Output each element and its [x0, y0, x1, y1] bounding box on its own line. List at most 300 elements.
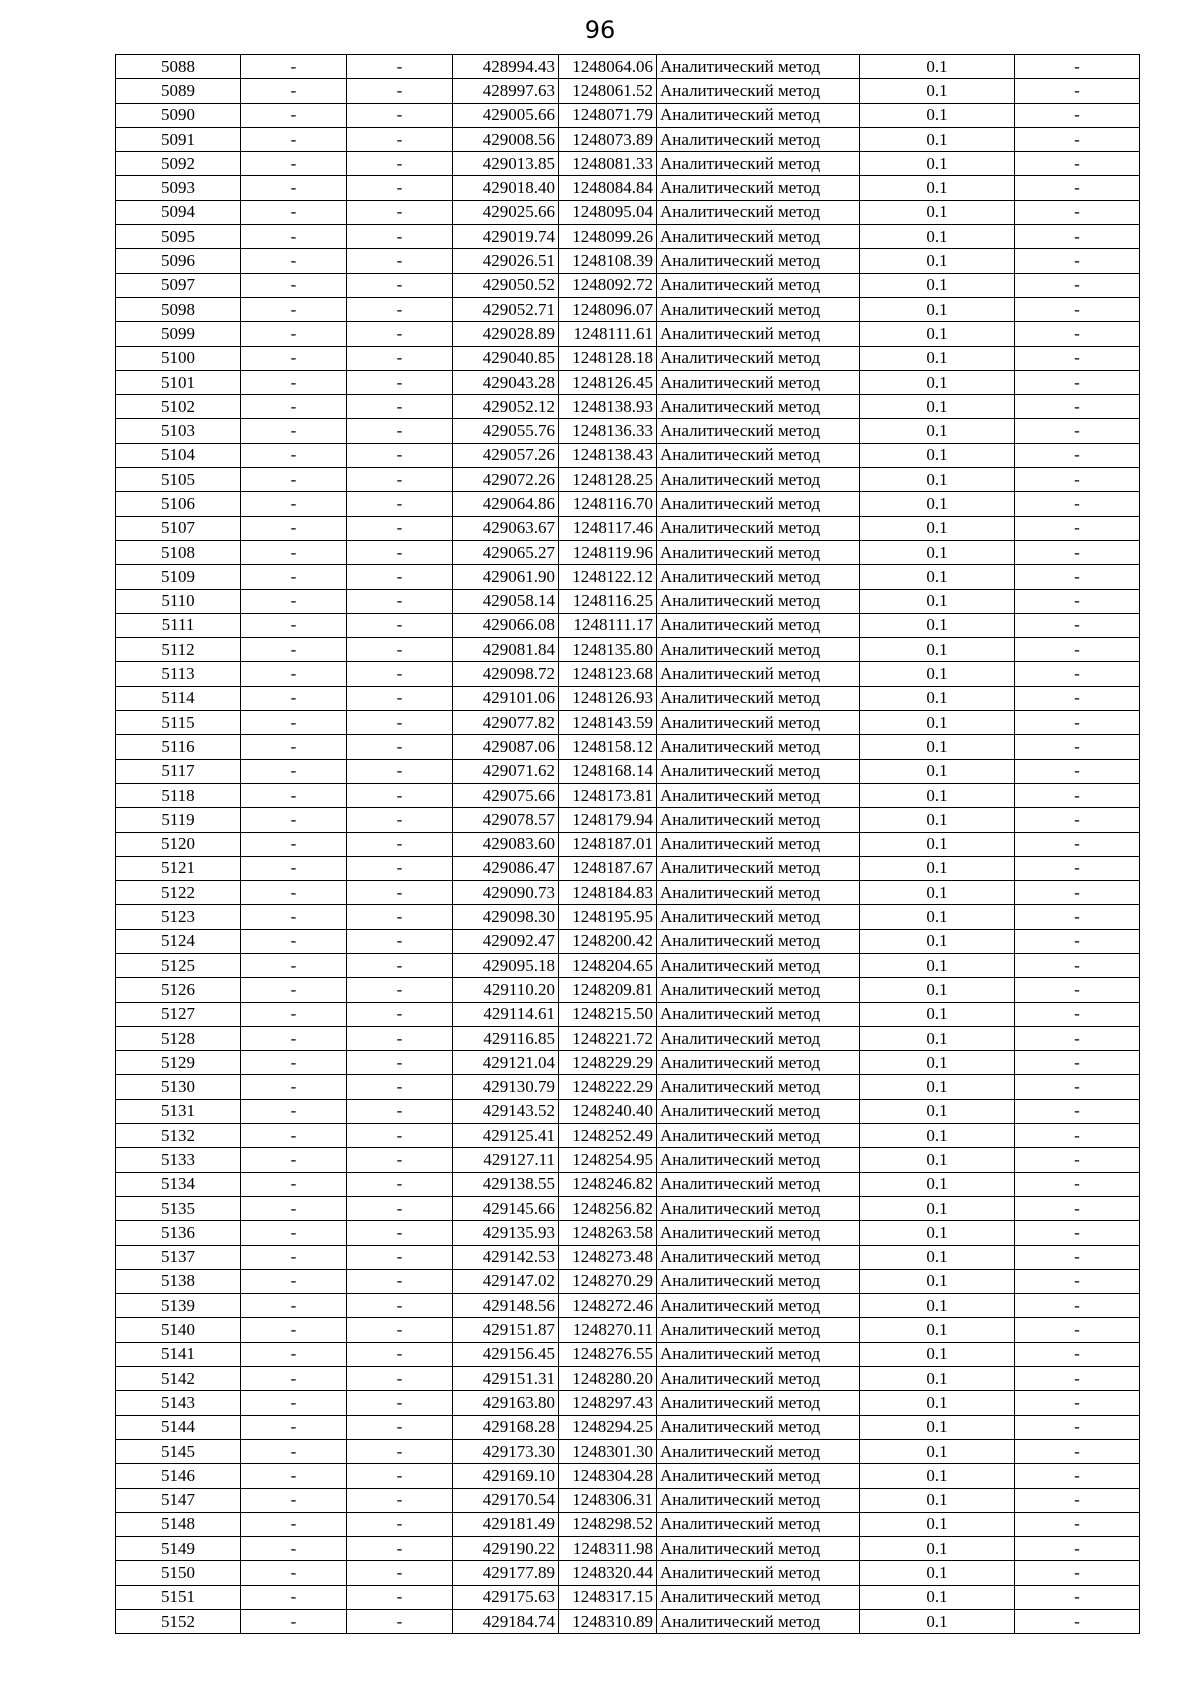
empty-value-cell: -: [241, 953, 347, 977]
method-cell: Аналитический метод: [657, 1172, 860, 1196]
table-row: [116, 711, 1140, 735]
empty-value-cell: -: [347, 103, 453, 127]
empty-value-cell: -: [347, 225, 453, 249]
point-number-cell: 5135: [116, 1196, 241, 1220]
x-coordinate-cell: 429095.18: [453, 953, 559, 977]
accuracy-cell: 0.1: [860, 686, 1015, 710]
point-number-cell: 5124: [116, 929, 241, 953]
empty-value-cell: -: [241, 443, 347, 467]
accuracy-cell: 0.1: [860, 55, 1015, 79]
x-coordinate-cell: 429169.10: [453, 1464, 559, 1488]
empty-value-cell: -: [241, 1002, 347, 1026]
y-coordinate-cell: 1248061.52: [559, 79, 657, 103]
accuracy-cell: 0.1: [860, 346, 1015, 370]
y-coordinate-cell: 1248173.81: [559, 783, 657, 807]
empty-value-cell: -: [347, 249, 453, 273]
table-row: [116, 1585, 1140, 1609]
note-cell: -: [1015, 127, 1140, 151]
point-number-cell: 5105: [116, 468, 241, 492]
point-number-cell: 5097: [116, 273, 241, 297]
method-cell: Аналитический метод: [657, 565, 860, 589]
x-coordinate-cell: 428994.43: [453, 55, 559, 79]
empty-value-cell: -: [241, 759, 347, 783]
table-row: [116, 346, 1140, 370]
accuracy-cell: 0.1: [860, 103, 1015, 127]
empty-value-cell: -: [347, 1172, 453, 1196]
empty-value-cell: -: [241, 735, 347, 759]
note-cell: -: [1015, 103, 1140, 127]
empty-value-cell: -: [347, 589, 453, 613]
empty-value-cell: -: [241, 370, 347, 394]
empty-value-cell: -: [347, 1391, 453, 1415]
note-cell: -: [1015, 1391, 1140, 1415]
point-number-cell: 5133: [116, 1148, 241, 1172]
empty-value-cell: -: [241, 1561, 347, 1585]
table-row: [116, 589, 1140, 613]
accuracy-cell: 0.1: [860, 711, 1015, 735]
method-cell: Аналитический метод: [657, 1099, 860, 1123]
table-row: [116, 297, 1140, 321]
accuracy-cell: 0.1: [860, 1464, 1015, 1488]
empty-value-cell: -: [347, 127, 453, 151]
y-coordinate-cell: 1248294.25: [559, 1415, 657, 1439]
point-number-cell: 5090: [116, 103, 241, 127]
note-cell: -: [1015, 953, 1140, 977]
table-row: [116, 1075, 1140, 1099]
accuracy-cell: 0.1: [860, 395, 1015, 419]
point-number-cell: 5099: [116, 322, 241, 346]
note-cell: -: [1015, 1585, 1140, 1609]
note-cell: -: [1015, 1439, 1140, 1463]
accuracy-cell: 0.1: [860, 929, 1015, 953]
empty-value-cell: -: [241, 783, 347, 807]
method-cell: Аналитический метод: [657, 1488, 860, 1512]
method-cell: Аналитический метод: [657, 1512, 860, 1536]
accuracy-cell: 0.1: [860, 1561, 1015, 1585]
empty-value-cell: -: [347, 1051, 453, 1075]
note-cell: -: [1015, 711, 1140, 735]
note-cell: -: [1015, 905, 1140, 929]
point-number-cell: 5111: [116, 613, 241, 637]
method-cell: Аналитический метод: [657, 322, 860, 346]
note-cell: -: [1015, 225, 1140, 249]
accuracy-cell: 0.1: [860, 1148, 1015, 1172]
point-number-cell: 5092: [116, 152, 241, 176]
y-coordinate-cell: 1248270.11: [559, 1318, 657, 1342]
table-row: [116, 127, 1140, 151]
table-row: [116, 468, 1140, 492]
table-row: [116, 492, 1140, 516]
y-coordinate-cell: 1248099.26: [559, 225, 657, 249]
empty-value-cell: -: [347, 953, 453, 977]
x-coordinate-cell: 429008.56: [453, 127, 559, 151]
y-coordinate-cell: 1248263.58: [559, 1221, 657, 1245]
empty-value-cell: -: [347, 808, 453, 832]
point-number-cell: 5118: [116, 783, 241, 807]
accuracy-cell: 0.1: [860, 152, 1015, 176]
point-number-cell: 5098: [116, 297, 241, 321]
empty-value-cell: -: [241, 346, 347, 370]
method-cell: Аналитический метод: [657, 1075, 860, 1099]
accuracy-cell: 0.1: [860, 832, 1015, 856]
note-cell: -: [1015, 1026, 1140, 1050]
y-coordinate-cell: 1248246.82: [559, 1172, 657, 1196]
x-coordinate-cell: 429025.66: [453, 200, 559, 224]
y-coordinate-cell: 1248222.29: [559, 1075, 657, 1099]
note-cell: -: [1015, 419, 1140, 443]
accuracy-cell: 0.1: [860, 978, 1015, 1002]
table-row: [116, 1221, 1140, 1245]
x-coordinate-cell: 429145.66: [453, 1196, 559, 1220]
point-number-cell: 5115: [116, 711, 241, 735]
method-cell: Аналитический метод: [657, 832, 860, 856]
method-cell: Аналитический метод: [657, 1026, 860, 1050]
x-coordinate-cell: 429086.47: [453, 856, 559, 880]
method-cell: Аналитический метод: [657, 783, 860, 807]
accuracy-cell: 0.1: [860, 1196, 1015, 1220]
method-cell: Аналитический метод: [657, 1367, 860, 1391]
x-coordinate-cell: 429147.02: [453, 1269, 559, 1293]
y-coordinate-cell: 1248138.43: [559, 443, 657, 467]
table-row: [116, 1391, 1140, 1415]
accuracy-cell: 0.1: [860, 297, 1015, 321]
y-coordinate-cell: 1248084.84: [559, 176, 657, 200]
empty-value-cell: -: [241, 1269, 347, 1293]
table-row: [116, 200, 1140, 224]
y-coordinate-cell: 1248304.28: [559, 1464, 657, 1488]
x-coordinate-cell: 429057.26: [453, 443, 559, 467]
note-cell: -: [1015, 759, 1140, 783]
note-cell: -: [1015, 1245, 1140, 1269]
note-cell: -: [1015, 1318, 1140, 1342]
empty-value-cell: -: [347, 516, 453, 540]
point-number-cell: 5088: [116, 55, 241, 79]
point-number-cell: 5138: [116, 1269, 241, 1293]
empty-value-cell: -: [347, 200, 453, 224]
empty-value-cell: -: [241, 1148, 347, 1172]
y-coordinate-cell: 1248310.89: [559, 1610, 657, 1634]
empty-value-cell: -: [241, 1196, 347, 1220]
empty-value-cell: -: [347, 856, 453, 880]
empty-value-cell: -: [241, 152, 347, 176]
point-number-cell: 5091: [116, 127, 241, 151]
empty-value-cell: -: [347, 1537, 453, 1561]
empty-value-cell: -: [347, 1512, 453, 1536]
empty-value-cell: -: [347, 395, 453, 419]
x-coordinate-cell: 429055.76: [453, 419, 559, 443]
accuracy-cell: 0.1: [860, 905, 1015, 929]
accuracy-cell: 0.1: [860, 419, 1015, 443]
x-coordinate-cell: 429052.71: [453, 297, 559, 321]
x-coordinate-cell: 429177.89: [453, 1561, 559, 1585]
accuracy-cell: 0.1: [860, 1051, 1015, 1075]
empty-value-cell: -: [347, 1026, 453, 1050]
method-cell: Аналитический метод: [657, 856, 860, 880]
table-row: [116, 662, 1140, 686]
empty-value-cell: -: [347, 79, 453, 103]
y-coordinate-cell: 1248187.01: [559, 832, 657, 856]
table-row: [116, 686, 1140, 710]
accuracy-cell: 0.1: [860, 1075, 1015, 1099]
x-coordinate-cell: 429114.61: [453, 1002, 559, 1026]
x-coordinate-cell: 429125.41: [453, 1124, 559, 1148]
table-row: [116, 322, 1140, 346]
note-cell: -: [1015, 881, 1140, 905]
method-cell: Аналитический метод: [657, 613, 860, 637]
empty-value-cell: -: [241, 1610, 347, 1634]
accuracy-cell: 0.1: [860, 1537, 1015, 1561]
empty-value-cell: -: [347, 759, 453, 783]
point-number-cell: 5114: [116, 686, 241, 710]
empty-value-cell: -: [241, 1172, 347, 1196]
empty-value-cell: -: [241, 492, 347, 516]
point-number-cell: 5132: [116, 1124, 241, 1148]
point-number-cell: 5103: [116, 419, 241, 443]
y-coordinate-cell: 1248187.67: [559, 856, 657, 880]
point-number-cell: 5096: [116, 249, 241, 273]
table-row: [116, 1148, 1140, 1172]
empty-value-cell: -: [347, 1561, 453, 1585]
empty-value-cell: -: [347, 322, 453, 346]
accuracy-cell: 0.1: [860, 1172, 1015, 1196]
point-number-cell: 5106: [116, 492, 241, 516]
empty-value-cell: -: [347, 1464, 453, 1488]
x-coordinate-cell: 429143.52: [453, 1099, 559, 1123]
point-number-cell: 5108: [116, 540, 241, 564]
y-coordinate-cell: 1248215.50: [559, 1002, 657, 1026]
x-coordinate-cell: 429078.57: [453, 808, 559, 832]
table-row: [116, 1002, 1140, 1026]
note-cell: -: [1015, 370, 1140, 394]
x-coordinate-cell: 429138.55: [453, 1172, 559, 1196]
method-cell: Аналитический метод: [657, 1051, 860, 1075]
table-row: [116, 1269, 1140, 1293]
note-cell: -: [1015, 297, 1140, 321]
table-row: [116, 152, 1140, 176]
accuracy-cell: 0.1: [860, 589, 1015, 613]
y-coordinate-cell: 1248128.25: [559, 468, 657, 492]
method-cell: Аналитический метод: [657, 1464, 860, 1488]
y-coordinate-cell: 1248317.15: [559, 1585, 657, 1609]
point-number-cell: 5152: [116, 1610, 241, 1634]
accuracy-cell: 0.1: [860, 1415, 1015, 1439]
table-row: [116, 1439, 1140, 1463]
empty-value-cell: -: [241, 1512, 347, 1536]
y-coordinate-cell: 1248254.95: [559, 1148, 657, 1172]
method-cell: Аналитический метод: [657, 1415, 860, 1439]
empty-value-cell: -: [347, 978, 453, 1002]
empty-value-cell: -: [241, 127, 347, 151]
x-coordinate-cell: 428997.63: [453, 79, 559, 103]
empty-value-cell: -: [241, 613, 347, 637]
note-cell: -: [1015, 1221, 1140, 1245]
empty-value-cell: -: [241, 516, 347, 540]
table-row: [116, 1245, 1140, 1269]
empty-value-cell: -: [241, 856, 347, 880]
note-cell: -: [1015, 1269, 1140, 1293]
method-cell: Аналитический метод: [657, 759, 860, 783]
accuracy-cell: 0.1: [860, 249, 1015, 273]
table-row: [116, 1464, 1140, 1488]
y-coordinate-cell: 1248221.72: [559, 1026, 657, 1050]
empty-value-cell: -: [347, 346, 453, 370]
accuracy-cell: 0.1: [860, 370, 1015, 394]
point-number-cell: 5139: [116, 1294, 241, 1318]
note-cell: -: [1015, 929, 1140, 953]
point-number-cell: 5095: [116, 225, 241, 249]
table-row: [116, 856, 1140, 880]
method-cell: Аналитический метод: [657, 492, 860, 516]
x-coordinate-cell: 429148.56: [453, 1294, 559, 1318]
empty-value-cell: -: [241, 929, 347, 953]
point-number-cell: 5151: [116, 1585, 241, 1609]
empty-value-cell: -: [347, 1342, 453, 1366]
empty-value-cell: -: [241, 1537, 347, 1561]
table-row: [116, 1099, 1140, 1123]
accuracy-cell: 0.1: [860, 468, 1015, 492]
x-coordinate-cell: 429121.04: [453, 1051, 559, 1075]
note-cell: -: [1015, 395, 1140, 419]
y-coordinate-cell: 1248306.31: [559, 1488, 657, 1512]
table-row: [116, 1196, 1140, 1220]
x-coordinate-cell: 429083.60: [453, 832, 559, 856]
point-number-cell: 5110: [116, 589, 241, 613]
table-row: [116, 881, 1140, 905]
y-coordinate-cell: 1248138.93: [559, 395, 657, 419]
x-coordinate-cell: 429028.89: [453, 322, 559, 346]
empty-value-cell: -: [241, 273, 347, 297]
x-coordinate-cell: 429175.63: [453, 1585, 559, 1609]
x-coordinate-cell: 429116.85: [453, 1026, 559, 1050]
table-row: [116, 273, 1140, 297]
empty-value-cell: -: [241, 978, 347, 1002]
point-number-cell: 5117: [116, 759, 241, 783]
point-number-cell: 5136: [116, 1221, 241, 1245]
table-row: [116, 249, 1140, 273]
table-row: [116, 1415, 1140, 1439]
method-cell: Аналитический метод: [657, 370, 860, 394]
note-cell: -: [1015, 832, 1140, 856]
point-number-cell: 5150: [116, 1561, 241, 1585]
empty-value-cell: -: [241, 540, 347, 564]
y-coordinate-cell: 1248298.52: [559, 1512, 657, 1536]
x-coordinate-cell: 429156.45: [453, 1342, 559, 1366]
empty-value-cell: -: [347, 1196, 453, 1220]
empty-value-cell: -: [347, 1585, 453, 1609]
table-row: [116, 808, 1140, 832]
method-cell: Аналитический метод: [657, 273, 860, 297]
empty-value-cell: -: [347, 1294, 453, 1318]
empty-value-cell: -: [241, 1075, 347, 1099]
x-coordinate-cell: 429077.82: [453, 711, 559, 735]
accuracy-cell: 0.1: [860, 735, 1015, 759]
empty-value-cell: -: [241, 322, 347, 346]
empty-value-cell: -: [241, 808, 347, 832]
y-coordinate-cell: 1248096.07: [559, 297, 657, 321]
x-coordinate-cell: 429061.90: [453, 565, 559, 589]
empty-value-cell: -: [241, 1026, 347, 1050]
empty-value-cell: -: [347, 419, 453, 443]
accuracy-cell: 0.1: [860, 856, 1015, 880]
table-row: [116, 1026, 1140, 1050]
method-cell: Аналитический метод: [657, 200, 860, 224]
note-cell: -: [1015, 1002, 1140, 1026]
accuracy-cell: 0.1: [860, 783, 1015, 807]
point-number-cell: 5148: [116, 1512, 241, 1536]
method-cell: Аналитический метод: [657, 1196, 860, 1220]
y-coordinate-cell: 1248122.12: [559, 565, 657, 589]
empty-value-cell: -: [241, 249, 347, 273]
y-coordinate-cell: 1248273.48: [559, 1245, 657, 1269]
accuracy-cell: 0.1: [860, 1221, 1015, 1245]
empty-value-cell: -: [347, 176, 453, 200]
method-cell: Аналитический метод: [657, 1439, 860, 1463]
empty-value-cell: -: [241, 1051, 347, 1075]
y-coordinate-cell: 1248095.04: [559, 200, 657, 224]
point-number-cell: 5147: [116, 1488, 241, 1512]
coordinates-table: [115, 54, 1140, 1634]
y-coordinate-cell: 1248204.65: [559, 953, 657, 977]
accuracy-cell: 0.1: [860, 638, 1015, 662]
x-coordinate-cell: 429151.87: [453, 1318, 559, 1342]
point-number-cell: 5129: [116, 1051, 241, 1075]
empty-value-cell: -: [241, 1318, 347, 1342]
x-coordinate-cell: 429005.66: [453, 103, 559, 127]
empty-value-cell: -: [347, 1245, 453, 1269]
method-cell: Аналитический метод: [657, 468, 860, 492]
method-cell: Аналитический метод: [657, 1124, 860, 1148]
accuracy-cell: 0.1: [860, 200, 1015, 224]
accuracy-cell: 0.1: [860, 79, 1015, 103]
note-cell: -: [1015, 152, 1140, 176]
point-number-cell: 5144: [116, 1415, 241, 1439]
empty-value-cell: -: [241, 103, 347, 127]
empty-value-cell: -: [241, 79, 347, 103]
x-coordinate-cell: 429043.28: [453, 370, 559, 394]
point-number-cell: 5123: [116, 905, 241, 929]
empty-value-cell: -: [347, 613, 453, 637]
y-coordinate-cell: 1248297.43: [559, 1391, 657, 1415]
method-cell: Аналитический метод: [657, 152, 860, 176]
accuracy-cell: 0.1: [860, 225, 1015, 249]
x-coordinate-cell: 429065.27: [453, 540, 559, 564]
method-cell: Аналитический метод: [657, 1585, 860, 1609]
x-coordinate-cell: 429142.53: [453, 1245, 559, 1269]
table-row: [116, 395, 1140, 419]
table-row: [116, 225, 1140, 249]
note-cell: -: [1015, 1537, 1140, 1561]
x-coordinate-cell: 429050.52: [453, 273, 559, 297]
note-cell: -: [1015, 540, 1140, 564]
empty-value-cell: -: [241, 905, 347, 929]
y-coordinate-cell: 1248126.45: [559, 370, 657, 394]
point-number-cell: 5149: [116, 1537, 241, 1561]
method-cell: Аналитический метод: [657, 735, 860, 759]
method-cell: Аналитический метод: [657, 1391, 860, 1415]
table-row: [116, 176, 1140, 200]
y-coordinate-cell: 1248136.33: [559, 419, 657, 443]
empty-value-cell: -: [241, 200, 347, 224]
x-coordinate-cell: 429075.66: [453, 783, 559, 807]
method-cell: Аналитический метод: [657, 249, 860, 273]
accuracy-cell: 0.1: [860, 1342, 1015, 1366]
x-coordinate-cell: 429058.14: [453, 589, 559, 613]
point-number-cell: 5116: [116, 735, 241, 759]
accuracy-cell: 0.1: [860, 492, 1015, 516]
empty-value-cell: -: [347, 370, 453, 394]
x-coordinate-cell: 429110.20: [453, 978, 559, 1002]
table-row: [116, 905, 1140, 929]
